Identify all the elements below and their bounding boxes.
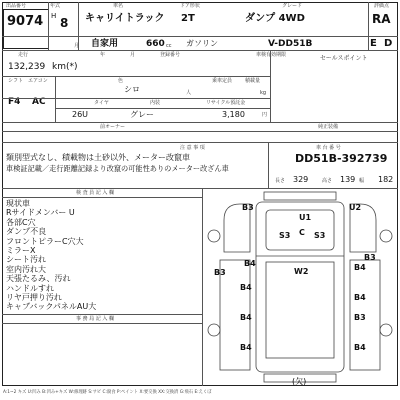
inspection-item: ダンプ不良 — [6, 227, 47, 237]
door-label: ドア形状 — [180, 3, 200, 9]
missing-mark: (欠) — [292, 377, 307, 386]
damage-mark: B3 — [214, 268, 226, 277]
divider — [2, 142, 398, 143]
selling-points-label: セールスポイント — [320, 55, 368, 62]
damage-mark: B4 — [354, 263, 366, 272]
history-label: 前オーナー — [100, 124, 126, 130]
damage-mark: B4 — [354, 343, 366, 352]
cc-label: cc — [166, 43, 172, 49]
interior-color: グレー — [130, 110, 154, 119]
inspection-items — [6, 199, 96, 312]
divider — [2, 76, 270, 77]
inspection-item: 各部C穴 — [6, 217, 36, 227]
color-label: 色 — [118, 78, 124, 84]
width-value: 182 — [378, 175, 394, 184]
year-era: H — [51, 12, 57, 20]
ac-value: AC — [32, 97, 46, 107]
score-label: 評価点 — [374, 3, 390, 9]
mileage-value: 132,239 — [8, 62, 46, 72]
inspection-item: フロントピラーC穴大 — [6, 236, 84, 246]
inspection-item: リヤ戸押り汚れ — [6, 293, 62, 303]
fuel-type: ガソリン — [186, 39, 218, 48]
inspection-item: 天張たるみ、汚れ — [6, 274, 71, 284]
color-value: シロ — [124, 85, 140, 94]
inspection-item: Rサイドメンバー U — [6, 208, 75, 218]
damage-mark: C — [299, 228, 305, 237]
car-name: キャリイトラック — [85, 13, 165, 24]
damage-mark: S3 — [314, 231, 326, 240]
legend: A:1~2 キズ U:凹み B:凹み+キズ W:修理跡 S:サビ C:腐食 P:ペイント X:要交換 XX:交換済 G:飛石 E:えくぼ — [3, 390, 212, 395]
lot-number: 9074 — [7, 14, 44, 29]
damage-mark: B4 — [244, 259, 256, 268]
divider — [268, 142, 269, 188]
height-label: 高さ — [322, 178, 333, 184]
divider — [2, 131, 398, 132]
height-value: 139 — [340, 175, 356, 184]
chassis-number: DD51B-392739 — [295, 152, 388, 165]
damage-mark: W2 — [294, 267, 309, 276]
yen-unit: 円 — [262, 112, 268, 118]
load-unit: kg — [260, 90, 267, 96]
divider — [55, 76, 56, 122]
notes-title: 注 意 事 項 — [180, 145, 205, 151]
inspection-item: シート汚れ — [6, 255, 46, 265]
year-label: 年式 — [50, 3, 61, 9]
inspection-title: 検 査 員 記 入 欄 — [76, 190, 114, 196]
score-value: RA — [372, 12, 391, 26]
office-title: 事 務 局 記 入 欄 — [76, 316, 114, 322]
divider — [55, 108, 270, 109]
reg-number-label: 登録番号 — [160, 52, 181, 58]
month-label: 月 — [74, 43, 80, 49]
chassis-title: 車 台 番 号 — [316, 145, 341, 151]
inspection-expiry-label: 車検有効期限 — [256, 52, 287, 58]
divider — [2, 98, 270, 99]
grade-value: ダンプ 4WD — [245, 13, 305, 24]
tire-label: タイヤ — [94, 100, 109, 106]
shift-label: シフト — [8, 78, 24, 84]
divider — [48, 2, 49, 50]
divider — [2, 323, 202, 324]
interior-color-label: 内装 — [150, 100, 161, 106]
damage-mark: U2 — [349, 203, 362, 212]
divider — [368, 2, 369, 50]
car-name-label: 車名 — [113, 3, 124, 9]
damage-mark: B4 — [354, 293, 366, 302]
divider — [2, 36, 398, 37]
interior-score: E — [370, 38, 377, 49]
recycle-fee: 3,180 — [222, 110, 245, 119]
shift-value: F4 — [8, 97, 21, 107]
damage-mark: U1 — [299, 213, 312, 222]
tire-value: 26U — [72, 110, 89, 119]
grade-label: グレード — [282, 3, 303, 9]
mileage-label: 走行 — [18, 52, 29, 58]
mileage-unit: km(*) — [52, 62, 78, 72]
divider — [270, 50, 271, 122]
recycle-label: リサイクル預託金 — [206, 100, 246, 106]
damage-mark: B3 — [242, 203, 254, 212]
inspection-item: ハンドルすれ — [6, 283, 54, 293]
displacement: 660 — [146, 39, 165, 49]
inspection-item: 室内汚れ大 — [6, 264, 46, 274]
seat-capacity-label: 乗車定員 — [212, 78, 233, 84]
load-capacity-label: 積載量 — [245, 78, 261, 84]
year-value: 8 — [60, 16, 69, 30]
seat-unit: 人 — [186, 90, 192, 96]
divider — [2, 314, 202, 315]
inspection-item: 現状車 — [6, 199, 30, 208]
damage-mark: B3 — [364, 253, 376, 262]
inspection-item: キャブバックパネルAU大 — [6, 302, 97, 312]
divider — [78, 2, 79, 50]
use-type: 自家用 — [91, 39, 119, 49]
exterior-score: D — [384, 38, 393, 49]
divider — [2, 197, 202, 198]
damage-mark: B4 — [240, 313, 252, 322]
options-label: 純正装備 — [318, 124, 339, 130]
reg-year-label: 年 — [100, 52, 106, 58]
inspection-item: ミラーX — [6, 246, 36, 256]
damage-mark: S3 — [279, 231, 291, 240]
divider — [2, 50, 398, 51]
lot-label: 出品番号 — [6, 3, 27, 9]
divider — [2, 122, 398, 123]
damage-mark: B4 — [240, 283, 252, 292]
length-label: 長さ — [275, 178, 286, 184]
door-type: 2T — [181, 13, 195, 24]
divider — [202, 188, 203, 386]
damage-diagram — [204, 190, 396, 386]
notes-line: 車検証記載／走行距離記録より改竄の可能性ありのメーター改ざん車 — [6, 164, 229, 173]
length-value: 329 — [293, 175, 309, 184]
ac-label: エアコン — [28, 78, 48, 84]
damage-mark: B3 — [354, 313, 366, 322]
reg-month-label: 月 — [130, 52, 136, 58]
width-label: 幅 — [359, 178, 365, 184]
damage-mark: B4 — [240, 343, 252, 352]
divider — [2, 188, 398, 189]
model-code: V-DD51B — [268, 39, 313, 49]
notes-line: 類別型式なし、積載物は土砂以外、メーター改竄車 — [6, 153, 190, 162]
